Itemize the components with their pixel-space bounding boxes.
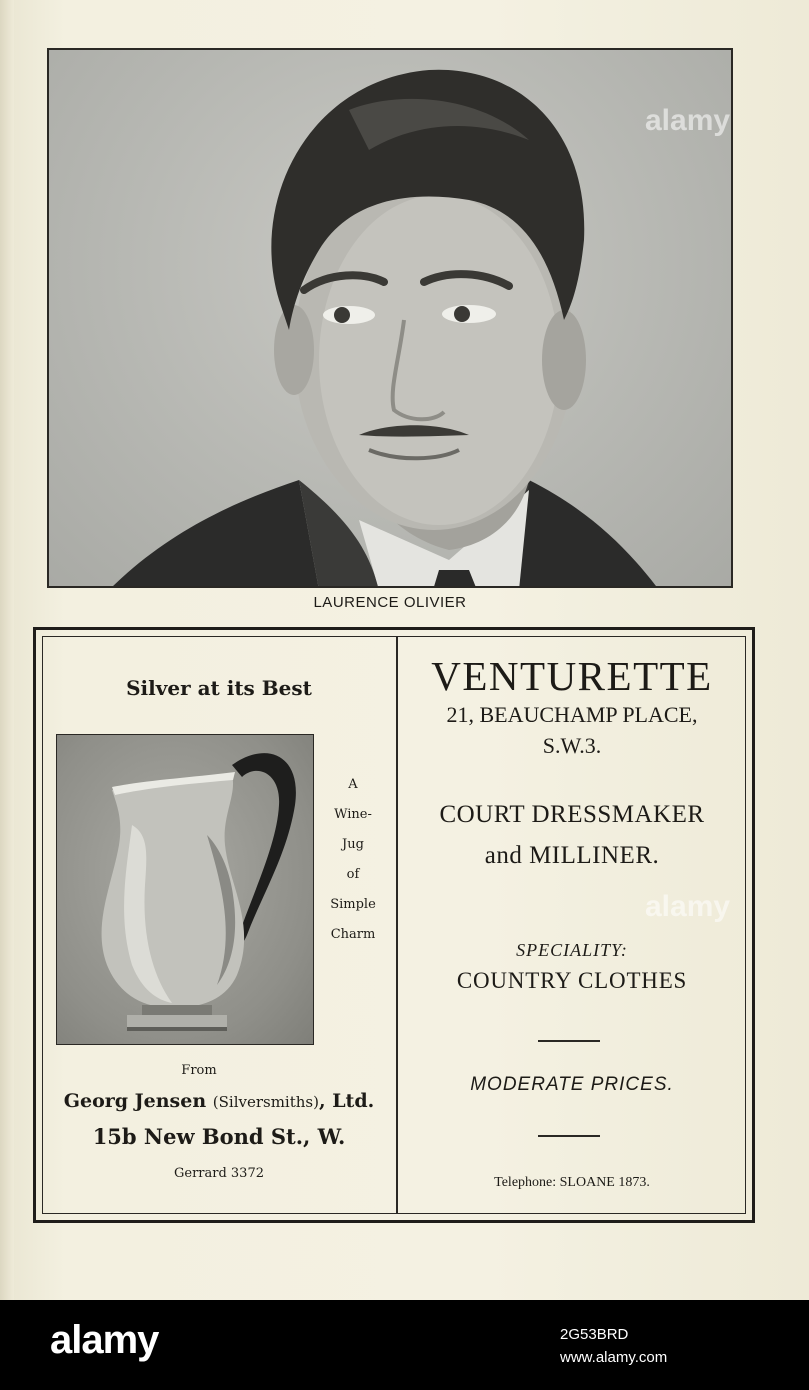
wine-jug-photo (56, 734, 314, 1045)
jensen-company-suffix: , Ltd. (318, 1090, 375, 1112)
portrait-photo (47, 48, 733, 588)
jensen-phone: Gerrard 3372 (173, 1166, 264, 1181)
jensen-side-text-line: of (346, 867, 360, 882)
jensen-from-label: From (181, 1063, 217, 1078)
stock-image-id: 2G53BRD (560, 1326, 629, 1343)
stock-logo: alamy (50, 1318, 159, 1362)
jensen-side-text-line: Simple (330, 897, 376, 912)
jensen-address: 15b New Bond St., W. (92, 1124, 346, 1149)
jensen-side-text-line: A (348, 777, 358, 792)
venturette-service-line1: COURT DRESSMAKER (439, 801, 705, 828)
venturette-telephone: Telephone: SLOANE 1873. (494, 1175, 650, 1190)
venturette-service-line2: and MILLINER. (484, 842, 660, 869)
jensen-company-note: (Silversmiths) (212, 1093, 319, 1111)
watermark: alamy (645, 104, 731, 137)
venturette-prices: MODERATE PRICES. (470, 1074, 674, 1095)
portrait-illustration (49, 50, 733, 588)
jensen-side-text-line: Wine- (334, 807, 372, 822)
wine-jug-icon (57, 735, 314, 1045)
venturette-address-line2: S.W.3. (542, 733, 602, 758)
venturette-rule (538, 1135, 600, 1137)
stock-url: www.alamy.com (560, 1349, 668, 1366)
jensen-side-text-line: Charm (330, 927, 376, 942)
jensen-side-text-line: Jug (342, 837, 364, 852)
jensen-headline: Silver at its Best (126, 676, 312, 700)
portrait-caption: LAURENCE OLIVIER (313, 594, 467, 611)
jensen-company: Georg Jensen (63, 1090, 207, 1112)
venturette-speciality-label: SPECIALITY: (516, 940, 628, 960)
venturette-name: VENTURETTE (431, 653, 713, 699)
venturette-address-line1: 21, BEAUCHAMP PLACE, (446, 702, 698, 727)
venturette-rule (538, 1040, 600, 1042)
watermark: alamy (645, 890, 731, 923)
venturette-speciality: COUNTRY CLOTHES (456, 968, 688, 993)
jensen-company-name (42, 1090, 396, 1112)
